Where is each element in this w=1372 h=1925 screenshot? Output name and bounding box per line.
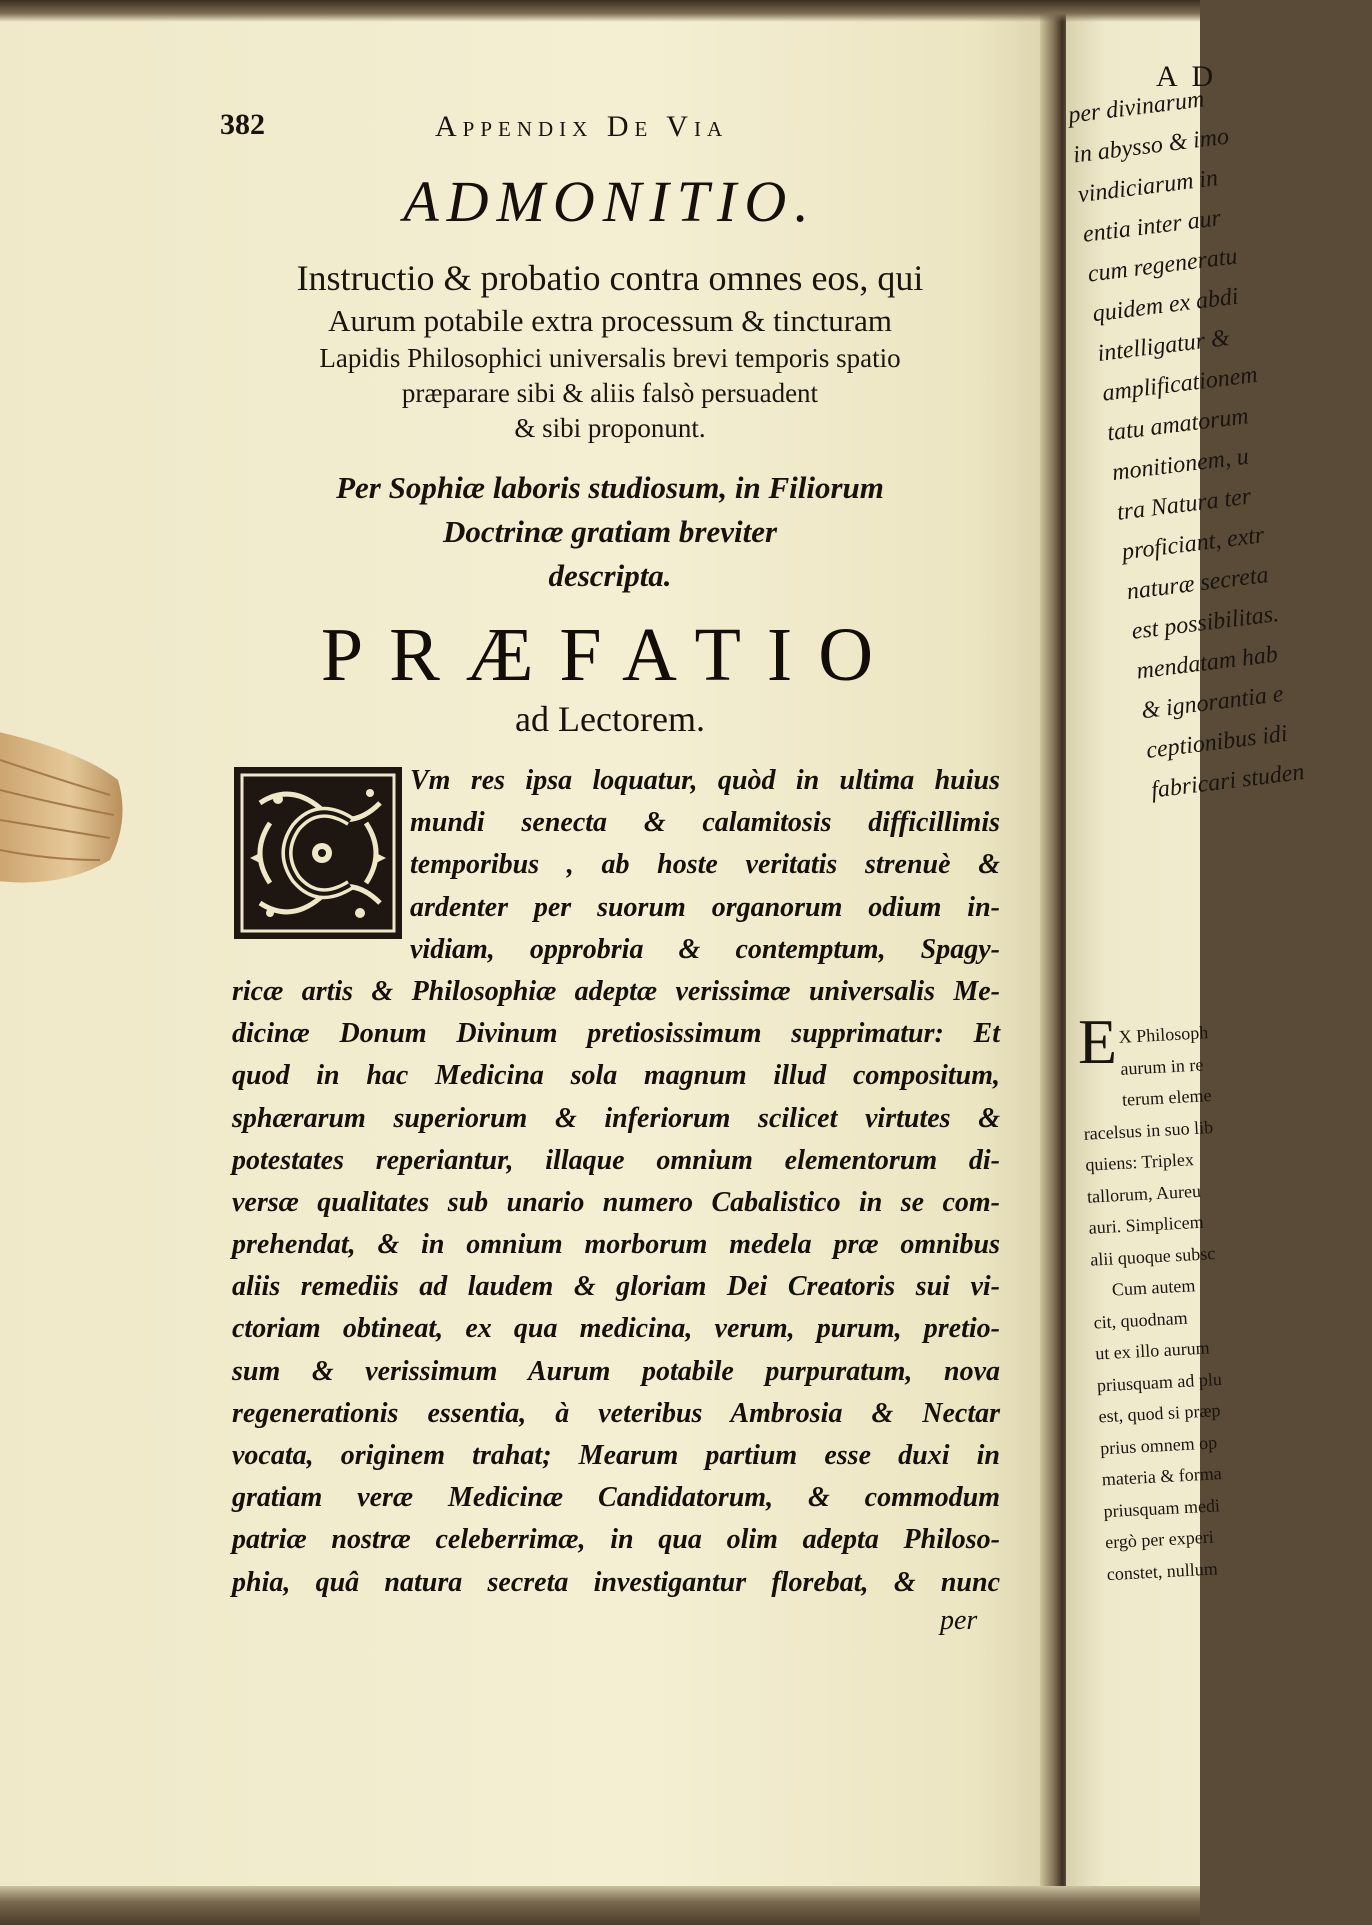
intro-line: Aurum potabile extra processum & tincturam [328, 303, 892, 338]
right-line: entia inter aur [1081, 205, 1223, 248]
body-line: ctoriam obtineat, ex qua medicina, verum, purum, pretio- [232, 1313, 1000, 1345]
right-line: ergò per experi [1104, 1526, 1215, 1553]
intro-line: præparare sibi & aliis falsò persuadent [401, 378, 819, 408]
body-text [220, 760, 1000, 1604]
body-line: temporibus , ab hoste veritatis strenuè & [410, 849, 1000, 881]
body-line: ardenter per suorum organorum odium in- [410, 891, 1000, 923]
right-line: quidem ex abdi [1091, 283, 1240, 328]
body-line: sphærarum superiorum & inferiorum scilicet virtutes & [232, 1102, 1000, 1134]
byline-line: Per Sophiæ laboris studiosum, in Filiorum [336, 470, 884, 505]
right-line: & ignorantia e [1139, 681, 1285, 725]
right-line: Cum autem [1111, 1275, 1196, 1300]
right-line: priusquam medi [1102, 1494, 1221, 1521]
right-line: proficiant, extr [1120, 522, 1266, 566]
body-line: vocata, originem trahat; Mearum partium esse duxi in [232, 1440, 1000, 1471]
right-page [1066, 0, 1306, 1900]
right-line: ceptionibus idi [1144, 720, 1289, 764]
right-running-head: A D [1156, 60, 1218, 93]
right-line: vindiciarum in [1076, 165, 1220, 209]
right-line: auri. Simplicem [1088, 1211, 1205, 1238]
intro-line: Instructio & probatio contra omnes eos, qui [296, 258, 924, 298]
right-line: materia & forma [1101, 1463, 1223, 1490]
page-number: 382 [220, 108, 265, 141]
catchword: per [940, 1605, 978, 1636]
right-page-lower-text [1078, 1014, 1307, 1591]
body-line: Vm res ipsa loquatur, quòd in ultima huius [410, 765, 1000, 796]
right-line: tallorum, Aureu [1086, 1180, 1202, 1207]
body-line: mundi senecta & calamitosis difficillimis [410, 807, 1000, 839]
right-line: mendatam hab [1135, 641, 1280, 685]
ad-lectorem-subheading: ad Lectorem. [515, 699, 705, 739]
body-line: dicinæ Donum Divinum pretiosissimum supprimatur: Et [232, 1018, 1000, 1050]
running-head [220, 108, 1000, 150]
right-line: intelligatur & [1096, 324, 1231, 367]
right-line: terum eleme [1121, 1085, 1212, 1110]
body-line: sum & verissimum Aurum potabile purpuratum, nova [232, 1355, 1000, 1387]
byline-line: descripta. [548, 558, 672, 593]
body-line: regenerationis essentia, à veteribus Ambrosia & Nectar [232, 1397, 1000, 1429]
right-line: tra Natura ter [1115, 483, 1253, 526]
right-line: priusquam ad plu [1096, 1368, 1223, 1395]
body-line: patriæ nostræ celeberrimæ, in qua olim adepta Philoso- [232, 1524, 1000, 1556]
right-line: alii quoque subsc [1089, 1242, 1216, 1270]
right-line: prius omnem op [1099, 1431, 1218, 1458]
brush-bristles-icon [0, 700, 130, 910]
body-line: potestates reperiantur, illaque omnium elementorum di- [232, 1144, 1000, 1176]
bottom-edge [0, 1886, 1200, 1925]
section-heading: ADMONITIO. [403, 169, 817, 234]
right-line: naturæ secreta [1125, 562, 1270, 606]
right-page-upper-text [1066, 69, 1372, 810]
body-line: ricæ artis & Philosophiæ adeptæ verissimæ universalis Me- [232, 975, 1000, 1007]
right-line: est, quod si præp [1098, 1400, 1221, 1427]
right-line: amplificationem [1100, 361, 1259, 407]
right-line: in abysso & imo [1071, 123, 1231, 169]
body-line: quod in hac Medicina sola magnum illud compositum, [232, 1060, 1000, 1092]
right-line: X Philosoph [1118, 1022, 1209, 1047]
intro-line: Lapidis Philosophici universalis brevi temporis spatio [319, 343, 901, 373]
right-line: per divinarum [1066, 86, 1206, 129]
intro-block [220, 255, 1000, 446]
right-line: ut ex illo aurum [1094, 1337, 1211, 1364]
right-line: aurum in re [1119, 1054, 1204, 1079]
right-line: est possibilitas. [1130, 601, 1281, 645]
right-line: racelsus in suo lib [1083, 1116, 1214, 1144]
right-line: quiens: Triplex [1084, 1149, 1195, 1175]
right-line: constet, nullum [1106, 1557, 1219, 1584]
right-line: fabricari studen [1149, 759, 1306, 804]
byline [220, 466, 1000, 598]
body-line: aliis remediis ad laudem & gloriam Dei Creatoris sui vi- [232, 1271, 1000, 1303]
body-line: phia, quâ natura secreta investigantur florebat, & nunc [232, 1566, 1000, 1598]
intro-line: & sibi proponunt. [514, 413, 706, 443]
right-line: cit, quodnam [1093, 1307, 1189, 1333]
right-line: cum regeneratu [1086, 243, 1239, 288]
top-edge-shadow [0, 0, 1200, 22]
right-page-initial: E [1078, 1006, 1118, 1077]
body-line: prehendat, & in omnium morborum medela præ omnibus [232, 1229, 1000, 1261]
right-line: monitionem, u [1110, 443, 1251, 487]
running-title: Appendix De Via [435, 110, 729, 143]
right-line: tatu amatorum [1105, 403, 1250, 447]
body-line: vidiam, opprobria & contemptum, Spagy- [410, 933, 1000, 965]
body-line: gratiam veræ Medicinæ Candidatorum, & commodum [232, 1482, 1000, 1514]
praefatio-heading: PRÆFATIO [320, 613, 900, 697]
byline-line: Doctrinæ gratiam breviter [442, 514, 778, 549]
body-line: versæ qualitates sub unario numero Cabalistico in se com- [232, 1186, 1000, 1218]
